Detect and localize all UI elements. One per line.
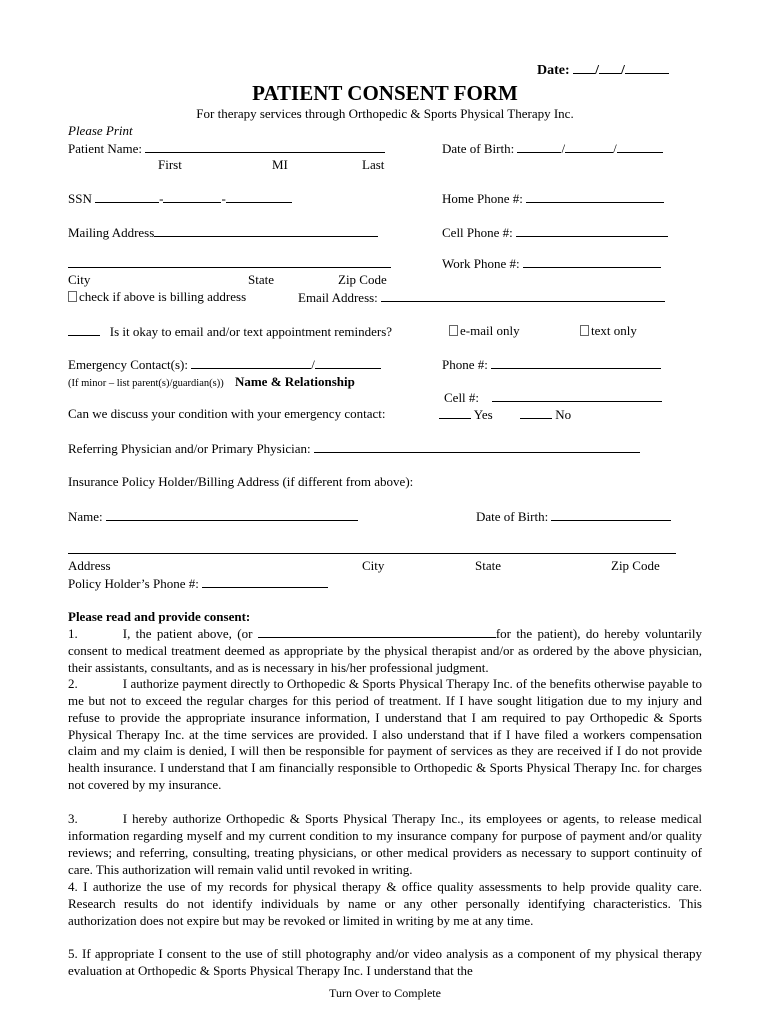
insurance-dob-label: Date of Birth: — [476, 509, 549, 524]
billing-check-label: check if above is billing address — [79, 289, 247, 304]
mailing-address-label: Mailing Address — [68, 225, 155, 240]
text-only-label: text only — [591, 323, 637, 338]
dob-label: Date of Birth: — [442, 141, 515, 156]
p3-number: 3. — [68, 811, 78, 826]
insurance-city-caption: City — [362, 558, 385, 573]
page-title: PATIENT CONSENT FORM — [252, 81, 518, 105]
insurance-heading: Insurance Policy Holder/Billing Address (if different from above): — [68, 474, 414, 489]
mi-caption: MI — [272, 157, 288, 172]
home-phone-label: Home Phone #: — [442, 191, 523, 206]
email-field[interactable] — [298, 289, 665, 306]
consent-paragraph-1 — [68, 625, 702, 677]
consent-paragraph-3 — [68, 811, 702, 878]
date-label: Date: — [537, 63, 570, 78]
representative-name-blank[interactable] — [258, 625, 496, 638]
no-label: No — [555, 407, 572, 422]
referring-physician-label: Referring Physician and/or Primary Physician: — [68, 441, 311, 456]
city-caption: City — [68, 272, 91, 287]
insurance-name-field[interactable] — [68, 508, 358, 525]
insurance-address-caption: Address — [68, 558, 111, 573]
mailing-address-field[interactable] — [68, 224, 378, 241]
emergency-contact-label: Emergency Contact(s): — [68, 357, 188, 372]
reminder-answer-blank[interactable] — [68, 323, 100, 336]
form-subtitle: For therapy services through Orthopedic & Sports Physical Therapy Inc. — [196, 106, 574, 121]
emergency-contact-field[interactable]: Emergency Contact(s): / — [68, 356, 381, 373]
p1-text-b: for the patient), do hereby voluntarily consent to medical treatment deemed as appropriate by the physical therapist and/or as ordered by the above physician, their assistants, consultants, and as is necessary in his/her professional judgment. — [68, 626, 702, 675]
consent-heading: Please read and provide consent: — [68, 609, 251, 624]
cell-phone-label: Cell Phone #: — [442, 225, 513, 240]
patient-name-field[interactable] — [68, 140, 385, 157]
address-line-2[interactable] — [68, 255, 391, 272]
reminder-question: Is it okay to email and/or text appointment reminders? — [109, 324, 393, 339]
insurance-zip-caption: Zip Code — [611, 558, 660, 573]
email-label: Email Address: — [298, 290, 378, 305]
p2-number: 2. — [68, 676, 78, 691]
p2-text: I authorize payment directly to Orthopedic & Sports Physical Therapy Inc. of the benefits otherwise payable to me but not to exceed the regular charges for this period of treatment. If I have sought litigation due to my injury and refuse to provide the appropriate insurance information, I understand that I am required to pay Orthopedic & Sports Physical Therapy Inc. at the time services are provided. I also understand that if I have filed a workers compensation claim and my claim is denied, I will then be responsible for payment of services as they are received if I do not provide health insurance. I understand that I am financially responsible to Orthopedic & Sports Physical Therapy Inc. for charges not covered by my insurance. — [68, 676, 702, 793]
consent-paragraph-4: 4. I authorize the use of my records for physical therapy & office quality assessments to help provide quality care. Research results do not identify individuals by name or any other personally identifying characteristics. This authorization does not expire but may be revoked or limited in writing by me at any time. — [68, 879, 702, 928]
date-field[interactable]: Date: / / — [537, 61, 669, 79]
name-relationship-caption: Name & Relationship — [234, 374, 355, 389]
holder-phone-field[interactable] — [68, 575, 328, 592]
insurance-state-caption: State — [475, 558, 501, 573]
insurance-name-label: Name: — [68, 509, 103, 524]
reminder-question-row[interactable] — [68, 323, 392, 340]
checkbox-icon — [449, 325, 458, 336]
insurance-address-line[interactable] — [68, 541, 676, 558]
billing-address-checkbox[interactable] — [68, 289, 246, 305]
first-caption: First — [158, 157, 182, 172]
text-only-checkbox[interactable] — [580, 323, 637, 339]
emergency-cell-label: Cell #: — [444, 390, 480, 405]
home-phone-field[interactable] — [442, 190, 664, 207]
holder-phone-label: Policy Holder’s Phone #: — [68, 576, 199, 591]
work-phone-field[interactable] — [442, 255, 661, 272]
email-only-checkbox[interactable] — [449, 323, 520, 339]
checkbox-icon — [68, 291, 77, 302]
p3-text: I hereby authorize Orthopedic & Sports Physical Therapy Inc., its employees or agents, to release medical information regarding myself and my current condition to my insurance company for purpose of payment and/or quality reviews; and referring, consulting, treating physicians, or other medical providers as necessary to support continuity of care. This authorization will remain valid until revoked in writing. — [68, 811, 702, 877]
discuss-no-option[interactable] — [520, 406, 571, 423]
patient-name-label: Patient Name: — [68, 141, 143, 156]
ssn-label: SSN — [68, 191, 92, 206]
emergency-phone-label: Phone #: — [442, 357, 488, 372]
please-print-note: Please Print — [68, 123, 133, 138]
insurance-dob-field[interactable] — [476, 508, 671, 525]
last-caption: Last — [362, 157, 385, 172]
work-phone-label: Work Phone #: — [442, 256, 520, 271]
discuss-yes-option[interactable] — [439, 406, 493, 423]
p1-number: 1. — [68, 626, 78, 641]
discuss-question: Can we discuss your condition with your emergency contact: — [68, 406, 386, 421]
consent-paragraph-2 — [68, 676, 702, 794]
zip-caption: Zip Code — [338, 272, 387, 287]
p1-text-a: I, the patient above, (or — [122, 626, 253, 641]
cell-phone-field[interactable] — [442, 224, 668, 241]
emergency-phone-field[interactable] — [442, 356, 661, 373]
ssn-field[interactable]: SSN - - — [68, 190, 292, 207]
minor-note: (If minor – list parent(s)/guardian(s)) — [68, 378, 224, 389]
emergency-cell-field[interactable] — [444, 389, 662, 406]
yes-label: Yes — [473, 407, 493, 422]
checkbox-icon — [580, 325, 589, 336]
state-caption: State — [248, 272, 274, 287]
email-only-label: e-mail only — [460, 323, 520, 338]
turn-over-note: Turn Over to Complete — [329, 986, 441, 1000]
dob-field[interactable]: Date of Birth: / / — [442, 140, 663, 157]
referring-physician-field[interactable] — [68, 440, 640, 457]
consent-paragraph-5: 5. If appropriate I consent to the use of still photography and/or video analysis as a component of my physical therapy evaluation at Orthopedic & Sports Physical Therapy Inc. I understand that the — [68, 946, 702, 978]
